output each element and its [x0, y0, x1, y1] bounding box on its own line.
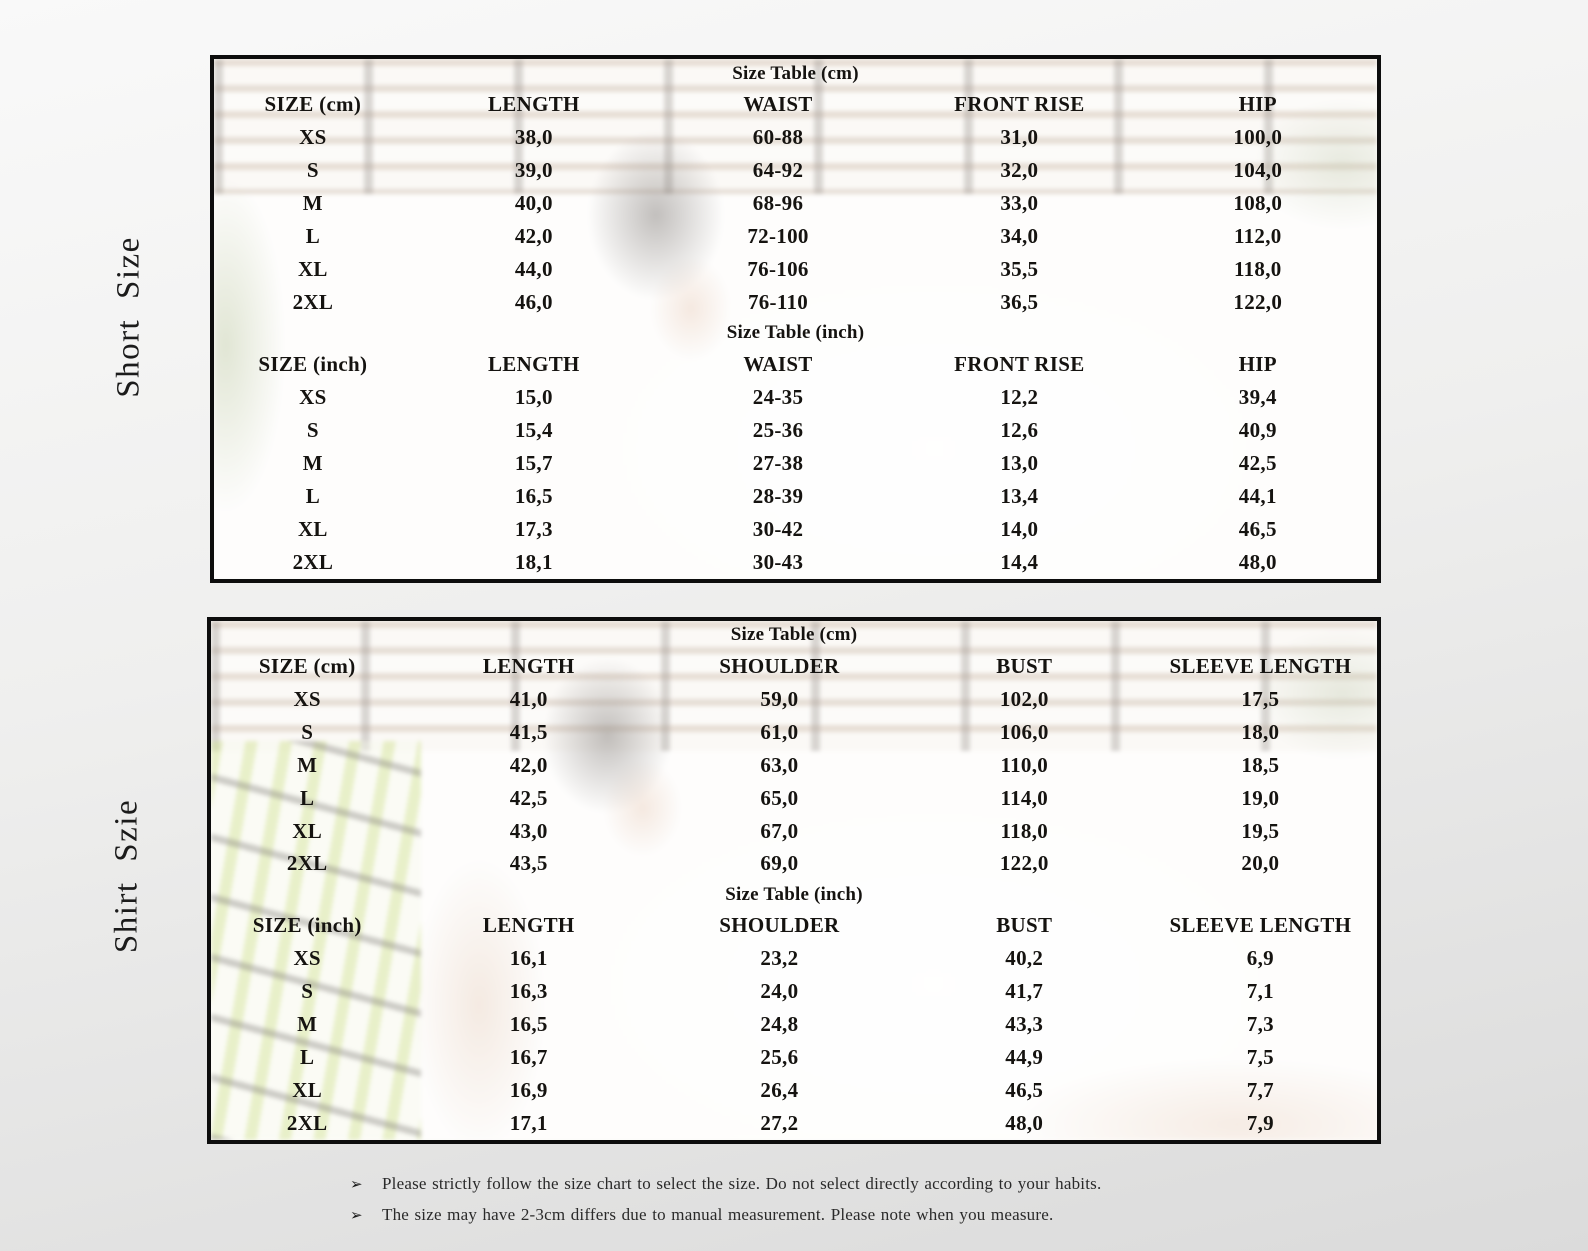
table-row	[211, 1074, 1377, 1107]
value-cell: 43,3	[1005, 1012, 1044, 1037]
column-header: BUST	[996, 653, 1053, 678]
size-cell: S	[301, 979, 314, 1004]
value-cell: 15,0	[514, 384, 553, 409]
table-row	[214, 286, 1377, 319]
table-row	[211, 1107, 1377, 1140]
table-row	[214, 546, 1377, 579]
value-cell: 19,0	[1241, 785, 1280, 810]
size-cell: XS	[299, 125, 327, 149]
value-cell: 7,3	[1246, 1012, 1274, 1037]
value-cell: 118,0	[1233, 256, 1282, 281]
table-row	[214, 447, 1377, 480]
column-header: SLEEVE LENGTH	[1169, 653, 1352, 678]
value-cell: 7,5	[1246, 1045, 1274, 1070]
value-cell: 15,7	[514, 450, 553, 475]
value-cell: 17,1	[509, 1110, 548, 1135]
size-cell: L	[300, 1045, 315, 1070]
value-cell: 100,0	[1233, 125, 1283, 149]
value-cell: 114,0	[1000, 785, 1049, 810]
note-line	[350, 1205, 1101, 1225]
table-row	[211, 942, 1377, 975]
value-cell: 106,0	[999, 719, 1049, 744]
size-cell: S	[306, 417, 319, 442]
value-cell: 19,5	[1241, 818, 1280, 843]
value-cell: 16,9	[509, 1077, 548, 1102]
value-cell: 34,0	[1000, 223, 1039, 248]
value-cell: 20,0	[1241, 851, 1280, 876]
size-cell: S	[301, 719, 314, 744]
value-cell: 15,4	[514, 417, 553, 442]
column-header: SHOULDER	[719, 913, 840, 938]
value-cell: 16,5	[509, 1012, 548, 1037]
table-row	[211, 716, 1377, 749]
size-cell: 2XL	[286, 1110, 328, 1135]
column-header: LENGTH	[482, 653, 575, 678]
column-header: HIP	[1238, 351, 1277, 376]
value-cell: 23,2	[760, 946, 799, 971]
table-row	[214, 513, 1377, 546]
table-row	[211, 782, 1377, 815]
table-row	[211, 1041, 1377, 1074]
size-cell: 2XL	[286, 851, 328, 876]
section-title: Size Table (inch)	[726, 322, 865, 344]
table-row	[214, 414, 1377, 447]
size-cell: XL	[297, 256, 328, 281]
value-cell: 39,4	[1238, 384, 1277, 409]
value-cell: 41,7	[1005, 979, 1044, 1004]
value-cell: 112,0	[1233, 223, 1282, 248]
value-cell: 69,0	[760, 851, 799, 876]
column-header: SLEEVE LENGTH	[1169, 913, 1352, 938]
value-cell: 24-35	[752, 384, 804, 409]
value-cell: 102,0	[999, 686, 1049, 711]
value-cell: 42,0	[514, 223, 553, 248]
value-cell: 40,0	[514, 190, 553, 215]
value-cell: 38,0	[514, 125, 553, 149]
value-cell: 27-38	[752, 450, 804, 475]
header-row	[214, 88, 1377, 121]
value-cell: 14,0	[1000, 516, 1039, 541]
header-row	[214, 348, 1377, 381]
note-text: Please strictly follow the size chart to select the size. Do not select directly according to your habits.	[382, 1174, 1102, 1193]
table-row	[211, 975, 1377, 1008]
section-title-row	[211, 621, 1377, 650]
size-cell: L	[300, 785, 315, 810]
value-cell: 42,5	[509, 785, 548, 810]
size-cell: 2XL	[292, 549, 334, 574]
value-cell: 63,0	[760, 752, 799, 777]
section-title-row	[211, 880, 1377, 909]
column-header: SIZE (cm)	[264, 92, 362, 117]
column-header: SIZE (inch)	[258, 351, 368, 376]
value-cell: 6,9	[1246, 946, 1274, 971]
value-cell: 32,0	[1000, 157, 1039, 182]
section-title-row	[214, 319, 1377, 348]
size-cell: XL	[292, 818, 323, 843]
value-cell: 7,1	[1246, 979, 1274, 1004]
column-header: SHOULDER	[719, 653, 840, 678]
table-row	[211, 1008, 1377, 1041]
value-cell: 67,0	[760, 818, 799, 843]
value-cell: 26,4	[760, 1077, 799, 1102]
value-cell: 110,0	[1000, 752, 1049, 777]
arrow-bullet-icon: ➢	[350, 1177, 363, 1193]
size-cell: XS	[293, 946, 321, 971]
column-header: LENGTH	[482, 913, 575, 938]
size-cell: XL	[297, 516, 328, 541]
section-title: Size Table (cm)	[730, 624, 858, 646]
value-cell: 68-96	[752, 190, 804, 215]
value-cell: 16,3	[509, 979, 548, 1004]
value-cell: 59,0	[760, 686, 799, 711]
column-header: FRONT RISE	[954, 92, 1085, 117]
value-cell: 108,0	[1233, 190, 1283, 215]
value-cell: 44,9	[1005, 1045, 1044, 1070]
table-row	[214, 480, 1377, 513]
table-row	[214, 121, 1377, 154]
header-row	[211, 650, 1377, 683]
value-cell: 40,9	[1238, 417, 1277, 442]
shirt-size-table-box	[207, 617, 1381, 1144]
value-cell: 43,0	[509, 818, 548, 843]
arrow-bullet-icon: ➢	[350, 1208, 363, 1224]
short-size-measurements-table	[214, 59, 1377, 579]
table-row	[214, 253, 1377, 286]
column-header: WAIST	[743, 92, 813, 117]
value-cell: 44,1	[1238, 483, 1277, 508]
short-size-table-box	[210, 55, 1381, 583]
value-cell: 24,0	[760, 979, 799, 1004]
value-cell: 118,0	[1000, 818, 1049, 843]
table-row	[214, 220, 1377, 253]
value-cell: 25-36	[752, 417, 804, 442]
value-cell: 30-42	[752, 516, 804, 541]
value-cell: 28-39	[752, 483, 804, 508]
shirt-size-measurements-table	[211, 621, 1377, 1140]
size-cell: L	[305, 483, 320, 508]
column-header: LENGTH	[487, 351, 580, 376]
section-title-row	[214, 59, 1377, 88]
value-cell: 30-43	[752, 549, 804, 574]
value-cell: 122,0	[999, 851, 1049, 876]
table-row	[211, 848, 1377, 881]
column-header: FRONT RISE	[954, 351, 1085, 376]
value-cell: 18,0	[1241, 719, 1280, 744]
value-cell: 65,0	[760, 785, 799, 810]
value-cell: 46,0	[514, 289, 553, 314]
size-cell: XS	[299, 384, 327, 409]
size-cell: M	[302, 190, 323, 215]
value-cell: 17,3	[514, 516, 553, 541]
section-title: Size Table (inch)	[725, 883, 863, 905]
value-cell: 39,0	[514, 157, 553, 182]
column-header: SIZE (cm)	[258, 653, 356, 678]
table-row	[211, 683, 1377, 716]
value-cell: 12,2	[1000, 384, 1039, 409]
column-header: HIP	[1238, 92, 1277, 117]
table-row	[214, 187, 1377, 220]
size-cell: XS	[293, 686, 321, 711]
value-cell: 16,1	[509, 946, 548, 971]
value-cell: 16,7	[509, 1045, 548, 1070]
value-cell: 76-110	[747, 289, 809, 314]
table-row	[211, 749, 1377, 782]
value-cell: 7,7	[1246, 1077, 1274, 1102]
value-cell: 42,5	[1238, 450, 1277, 475]
side-label-shirt-size: Shirt Szie	[108, 798, 145, 954]
size-cell: S	[306, 157, 319, 182]
notes	[350, 1174, 1101, 1236]
value-cell: 14,4	[1000, 549, 1039, 574]
value-cell: 122,0	[1233, 289, 1283, 314]
value-cell: 12,6	[1000, 417, 1039, 442]
value-cell: 24,8	[760, 1012, 799, 1037]
header-row	[211, 909, 1377, 942]
value-cell: 44,0	[514, 256, 553, 281]
value-cell: 72-100	[747, 223, 809, 248]
size-cell: L	[305, 223, 320, 248]
value-cell: 60-88	[752, 125, 804, 149]
column-header: SIZE (inch)	[252, 913, 362, 938]
value-cell: 18,1	[514, 549, 553, 574]
value-cell: 104,0	[1233, 157, 1283, 182]
value-cell: 7,9	[1246, 1110, 1274, 1135]
value-cell: 33,0	[1000, 190, 1039, 215]
value-cell: 46,5	[1005, 1077, 1044, 1102]
table-row	[214, 154, 1377, 187]
size-cell: XL	[292, 1077, 323, 1102]
side-label-short-size: Short Size	[110, 236, 147, 398]
value-cell: 46,5	[1238, 516, 1277, 541]
value-cell: 76-106	[747, 256, 809, 281]
value-cell: 40,2	[1005, 946, 1044, 971]
note-line	[350, 1174, 1101, 1194]
value-cell: 18,5	[1241, 752, 1280, 777]
value-cell: 48,0	[1238, 549, 1277, 574]
value-cell: 48,0	[1005, 1110, 1044, 1135]
value-cell: 61,0	[760, 719, 799, 744]
value-cell: 41,0	[509, 686, 548, 711]
size-cell: M	[297, 752, 318, 777]
table-row	[214, 381, 1377, 414]
note-text: The size may have 2-3cm differs due to manual measurement. Please note when you measure.	[382, 1205, 1054, 1224]
value-cell: 43,5	[509, 851, 548, 876]
value-cell: 13,0	[1000, 450, 1039, 475]
size-cell: 2XL	[292, 289, 334, 314]
value-cell: 64-92	[752, 157, 804, 182]
value-cell: 41,5	[509, 719, 548, 744]
size-cell: M	[302, 450, 323, 475]
value-cell: 16,5	[514, 483, 553, 508]
column-header: BUST	[996, 913, 1053, 938]
value-cell: 13,4	[1000, 483, 1039, 508]
column-header: WAIST	[743, 351, 813, 376]
column-header: LENGTH	[487, 92, 580, 117]
value-cell: 27,2	[760, 1110, 799, 1135]
value-cell: 25,6	[760, 1045, 799, 1070]
value-cell: 36,5	[1000, 289, 1039, 314]
section-title: Size Table (cm)	[732, 62, 859, 84]
value-cell: 31,0	[1000, 125, 1039, 149]
value-cell: 17,5	[1241, 686, 1280, 711]
value-cell: 35,5	[1000, 256, 1039, 281]
size-cell: M	[297, 1012, 318, 1037]
table-row	[211, 815, 1377, 848]
value-cell: 42,0	[509, 752, 548, 777]
